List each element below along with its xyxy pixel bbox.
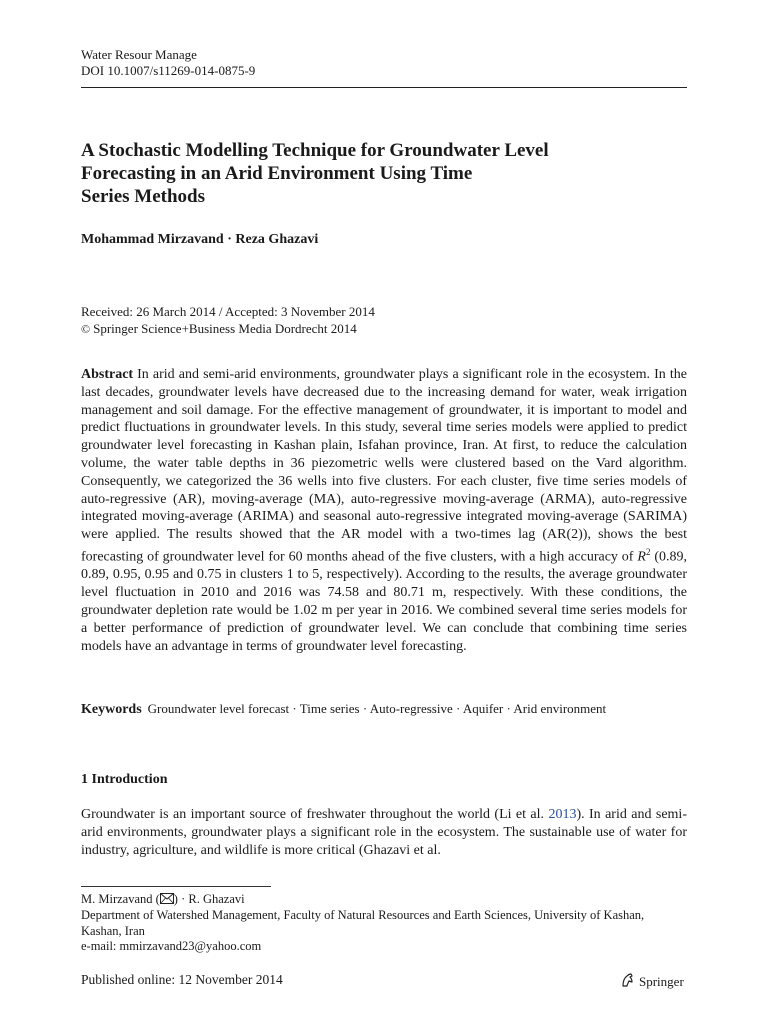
section-heading-introduction: 1 Introduction (81, 772, 168, 787)
keywords-heading: Keywords (81, 702, 142, 717)
abstract-text: In arid and semi-arid environments, groundwater plays a significant role in the ecosystem. In the last decades, groundwater levels have decreased due to the increasing demand for water, weak irrigation management and soil damage. For the effective management of groundwater, it is important to model and predict fluctuations in groundwater levels. In this study, several time series models were applied to predict groundwater level forecasting in Kashan plain, Isfahan province, Iran. At first, to reduce the calculation volume, the water table depths in 36 piezometric wells were clustered based on the Vard algorithm. Consequently, we categorized the 36 wells into five clusters. For each cluster, five time series models of auto-regressive (AR), moving-average (MA), auto-regressive moving-average (ARMA), auto-regressive integrated moving-average (ARIMA) and seasonal auto-regressive integrated moving-average (SARIMA) were applied. The results showed that the AR model with a two-times lag (AR(2)), shows the best forecasting of groundwater level for 60 months ahead of the five clusters, with a high accuracy of (81, 367, 687, 565)
journal-name: Water Resour Manage (81, 47, 197, 62)
keywords (81, 700, 687, 719)
doi: DOI 10.1007/s11269-014-0875-9 (81, 63, 256, 78)
title-line-1: A Stochastic Modelling Technique for Groundwater Level (81, 140, 549, 161)
author-separator: · (227, 232, 232, 247)
publisher-name: Springer (639, 974, 684, 989)
header-rule (81, 87, 687, 88)
r-squared-symbol: R (637, 549, 646, 565)
intro-text-continued: ). In arid and semi-arid environments, groundwater plays a significant role in the ecosystem. The sustainable use of water for industry, agriculture, and wildlife is more critical (Ghazavi et al. (81, 807, 687, 858)
author-list (81, 232, 318, 248)
title-line-2: Forecasting in an Arid Environment Using Time (81, 163, 473, 184)
springer-horse-icon (620, 972, 636, 992)
introduction-paragraph (81, 806, 687, 859)
department-affiliation: Department of Watershed Management, Faculty of Natural Resources and Earth Sciences, University of Kashan, Kashan, Iran (81, 908, 645, 938)
abstract-text-continued: (0.89, 0.89, 0.95, 0.95 and 0.75 in clusters 1 to 5, respectively). According to the results, the average groundwater level fluctuation in 2010 and 2016 was 74.58 and 80.71 m, respectively. With these conditions, the groundwater depletion rate would be 1.02 m per year in 2016. We combined several time series models for a better performance of prediction of groundwater level. We can conclude that combining time series models have an advantage in terms of groundwater level forecasting. (81, 549, 688, 654)
journal-header (81, 47, 255, 79)
title-line-3: Series Methods (81, 186, 206, 207)
abstract-heading: Abstract (81, 367, 134, 382)
footnote-author-2: R. Ghazavi (188, 892, 245, 906)
footnote-separator: · (181, 892, 186, 906)
email-address[interactable]: mmirzavand23@yahoo.com (119, 938, 262, 953)
keywords-text: Groundwater level forecast · Time series · Auto-regressive · Aquifer · Arid environment (147, 701, 607, 716)
footnote-author-1-close: ) (173, 892, 178, 906)
copyright-text: Springer Science+Business Media Dordrecht 2014 (93, 321, 357, 336)
publication-dates (81, 303, 375, 338)
citation-link[interactable]: 2013 (548, 807, 577, 822)
published-online: Published online: 12 November 2014 (81, 972, 283, 987)
author-name: Reza Ghazavi (235, 232, 319, 247)
r-squared-exponent: 2 (645, 546, 651, 557)
envelope-icon (160, 893, 174, 908)
author-name: Mohammad Mirzavand (81, 232, 224, 247)
publisher-logo (620, 972, 684, 992)
copyright-icon: © (81, 322, 91, 336)
footnote-rule (81, 886, 271, 887)
abstract (81, 366, 687, 655)
footnote-author-1: M. Mirzavand ( (81, 892, 160, 906)
paper-title (81, 139, 681, 208)
email-label: e-mail: (81, 938, 117, 953)
intro-text: Groundwater is an important source of freshwater throughout the world (Li et al. (81, 807, 545, 822)
author-affiliation-footnote (81, 892, 687, 954)
copyright-line (81, 320, 375, 338)
received-accepted: Received: 26 March 2014 / Accepted: 3 November 2014 (81, 304, 375, 319)
